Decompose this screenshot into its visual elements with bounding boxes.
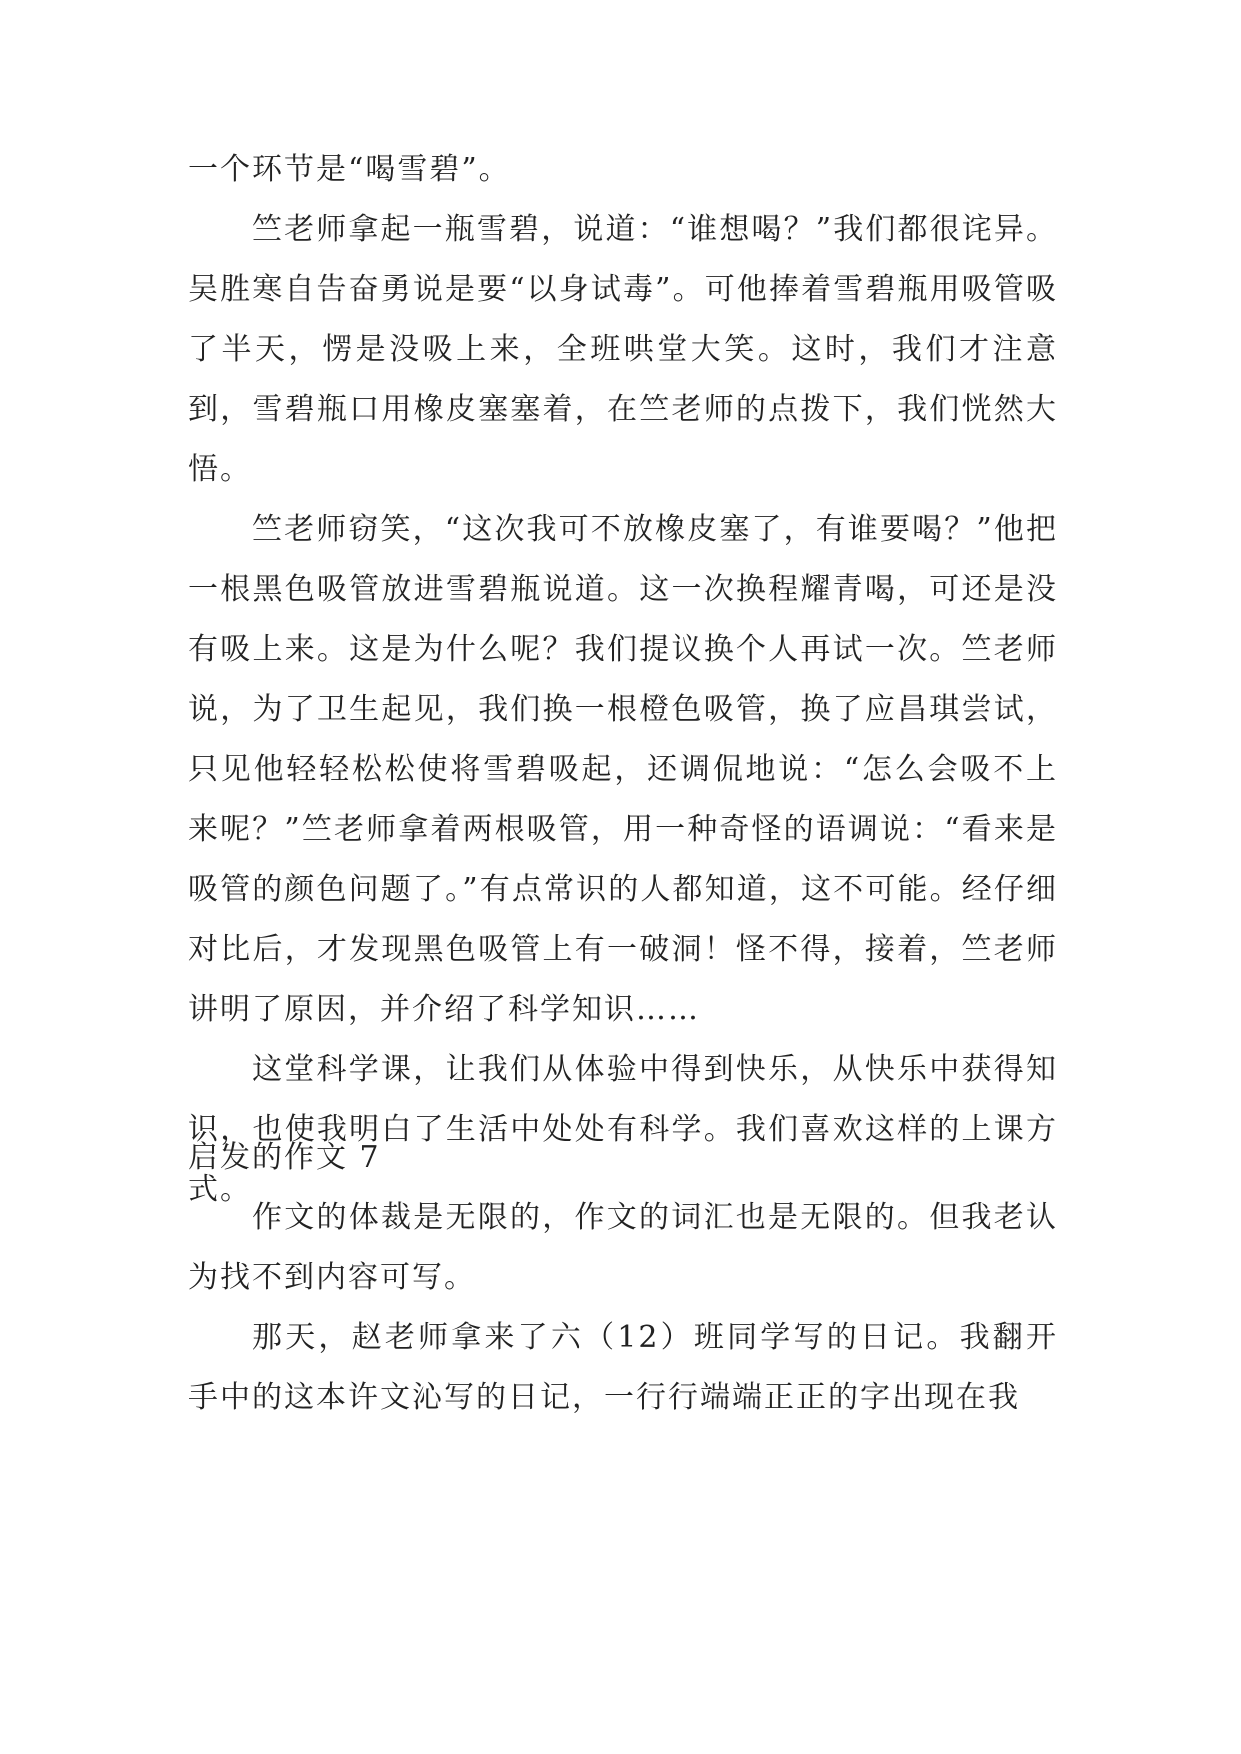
- paragraph-continuation: 一个环节是“喝雪碧”。: [188, 152, 511, 187]
- paragraph-straw-experiment: 竺老师窃笑，“这次我可不放橡皮塞了，有谁要喝？”他把一根黑色吸管放进雪碧瓶说道。这一次换程耀青喝，可还是没有吸上来。这是为什么呢？我们提议换个人再试一次。竺老师说，为了卫生起见，我们换一根橙色吸管，换了应昌琪尝试，只见他轻轻松松使将雪碧吸起，还调侃地说：“怎么会吸不上来呢？”竺老师拿着两根吸管，用一种奇怪的语调说：“看来是吸管的颜色问题了。”有点常识的人都知道，这不可能。经仔细对比后，才发现黑色吸管上有一破洞！怪不得，接着，竺老师讲明了原因，并介绍了科学知识……: [188, 512, 1058, 1027]
- paragraph-conclusion: 这堂科学课，让我们从体验中得到快乐，从快乐中获得知识，也使我明白了生活中处处有科学。我们喜欢这样的上课方式。: [188, 1052, 1058, 1207]
- paragraph-diary: 那天，赵老师拿来了六（12）班同学写的日记。我翻开手中的这本许文沁写的日记，一行行端端正正的字出现在我: [188, 1320, 1058, 1415]
- essay-section-1: [188, 140, 1058, 1220]
- essay-heading: 启发的作文 7: [188, 1140, 381, 1175]
- paragraph-intro: 作文的体裁是无限的，作文的词汇也是无限的。但我老认为找不到内容可写。: [188, 1200, 1058, 1295]
- essay-section-2: [188, 1128, 1058, 1428]
- paragraph-sprite-bottle: 竺老师拿起一瓶雪碧，说道：“谁想喝？”我们都很诧异。吴胜寒自告奋勇说是要“以身试毒”。可他捧着雪碧瓶用吸管吸了半天，愣是没吸上来，全班哄堂大笑。这时，我们才注意到，雪碧瓶口用橡皮塞塞着，在竺老师的点拨下，我们恍然大悟。: [188, 212, 1058, 487]
